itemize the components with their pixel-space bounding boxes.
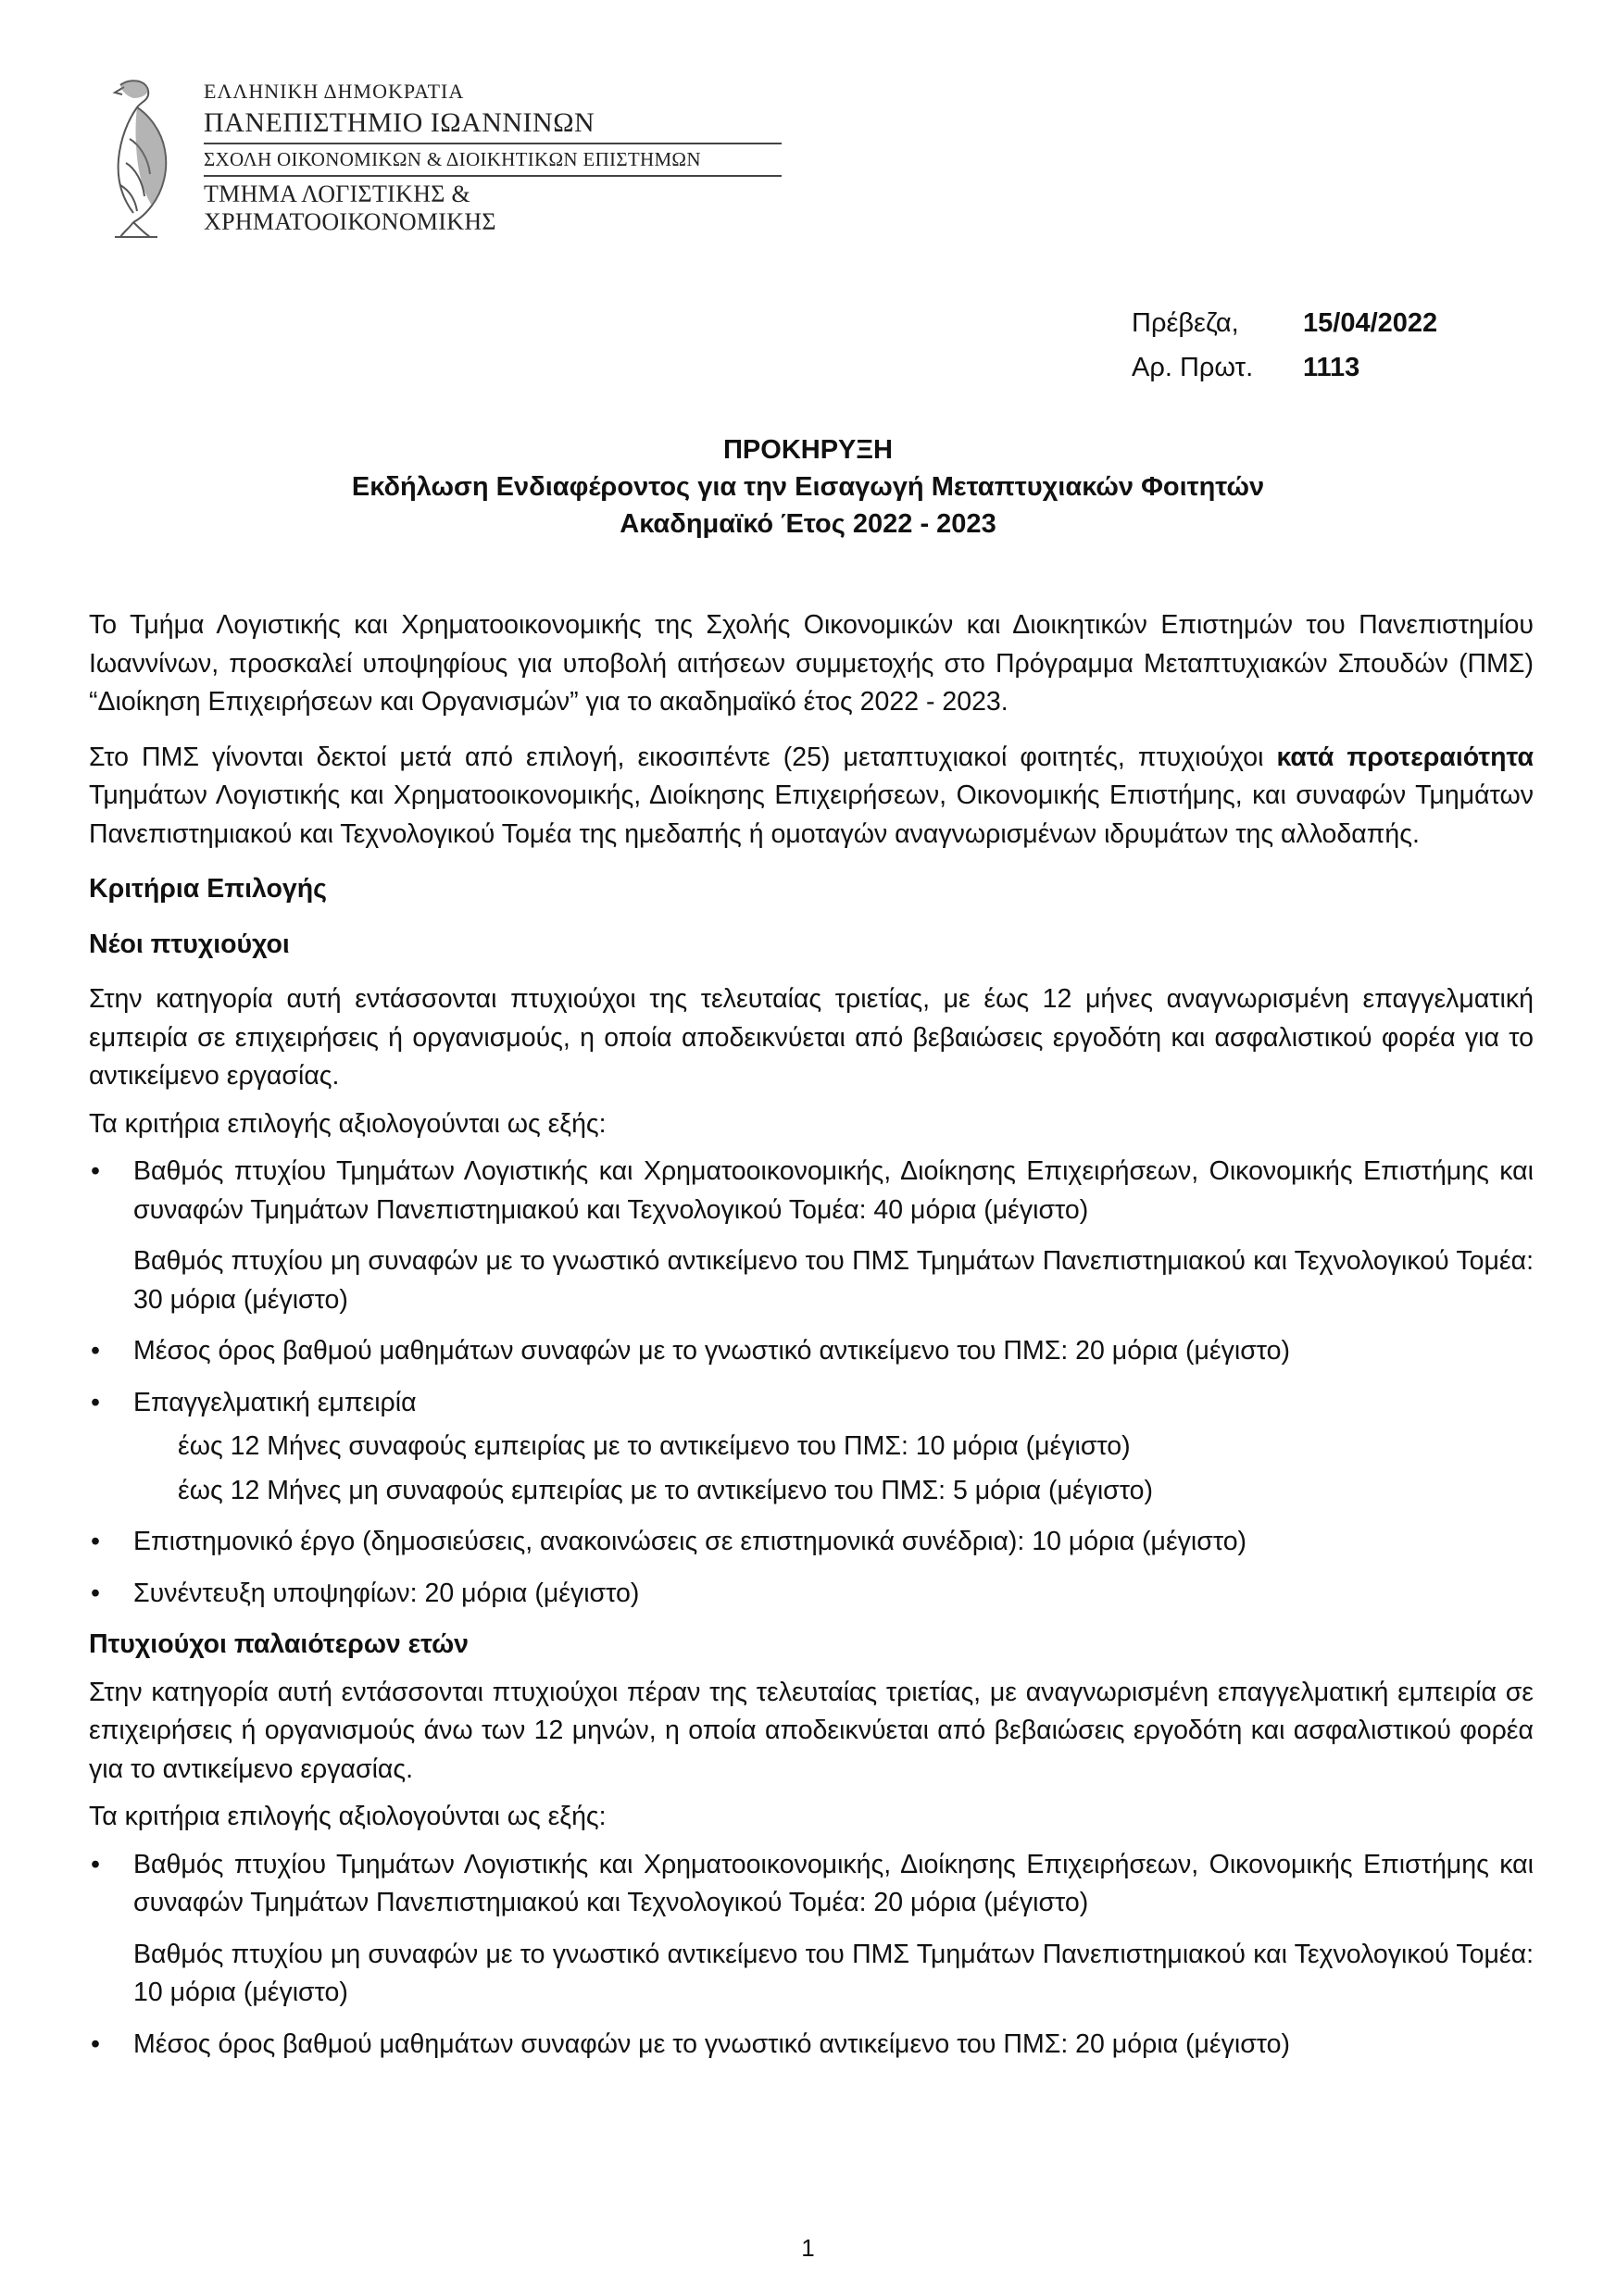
document-date: 15/04/2022 [1303, 308, 1438, 338]
page-number: 1 [801, 2234, 815, 2262]
criterion-text: Βαθμός πτυχίου Τμημάτων Λογιστικής και Χρηματοοικονομικής, Διοίκησης Επιχειρήσεων, Οικονομικής Επιστήμης και συναφών Τμημάτων Πανεπιστημιακού και Τεχνολογικού Τομέα: 20 μόρια (μέγιστο) [133, 1849, 1534, 1917]
bullet-icon: • [91, 2028, 100, 2059]
priority-emphasis: κατά προτεραιότητα [1276, 742, 1534, 772]
bullet-icon: • [91, 1387, 100, 1417]
header-divider [204, 175, 782, 177]
header-divider [204, 143, 782, 144]
criterion-text: Βαθμός πτυχίου Τμημάτων Λογιστικής και Χρηματοοικονομικής, Διοίκησης Επιχειρήσεων, Οικονομικής Επιστήμης και συναφών Τμημάτων Πανεπιστημιακού και Τεχνολογικού Τομέα: 40 μόρια (μέγιστο) [133, 1156, 1534, 1225]
criterion-text: Συνέντευξη υποψηφίων: 20 μόρια (μέγιστο) [133, 1578, 640, 1608]
criterion-text: Επαγγελματική εμπειρία [133, 1387, 417, 1417]
list-item [89, 1384, 1534, 1423]
protocol-number: 1113 [1303, 353, 1360, 382]
criterion-text: Μέσος όρος βαθμού μαθημάτων συναφών με το γνωστικό αντικείμενο του ΠΜΣ: 20 μόρια (μέγιστο) [133, 1336, 1290, 1366]
academic-year: Ακαδημαϊκό Έτος 2022 - 2023 [620, 509, 996, 539]
new-graduates-description: Στην κατηγορία αυτή εντάσσονται πτυχιούχοι της τελευταίας τριετίας, με έως 12 μήνες αναγνωρισμένη επαγγελματική εμπειρία σε επιχειρήσεις ή οργανισμούς, η οποία αποδεικνύεται από βεβαιώσεις εργοδότη και ασφαλιστικού φορέα για το αντικείμενο εργασίας. [89, 984, 1534, 1091]
department-name-line1: ΤΜΗΜΑ ΛΟΓΙΣΤΙΚΗΣ & [204, 181, 471, 207]
letterhead-text [204, 80, 782, 236]
letterhead [93, 65, 796, 250]
announcement-title [0, 431, 1616, 543]
admission-paragraph [89, 739, 1534, 855]
criterion-text: Μέσος όρος βαθμού μαθημάτων συναφών με το γνωστικό αντικείμενο του ΠΜΣ: 20 μόρια (μέγιστο) [133, 2028, 1290, 2059]
criteria-intro: Τα κριτήρια επιλογής αξιολογούνται ως εξής: [89, 1802, 607, 1831]
bullet-icon: • [91, 1336, 100, 1366]
list-item [89, 1523, 1534, 1562]
list-item [89, 2026, 1534, 2065]
new-graduates-heading: Νέοι πτυχιούχοι [89, 929, 290, 959]
bullet-icon: • [91, 1156, 100, 1186]
older-graduates-criteria-list [89, 1846, 1534, 2065]
list-item-sub: έως 12 Μήνες μη συναφούς εμπειρίας με το αντικείμενο του ΠΜΣ: 5 μόρια (μέγιστο) [178, 1475, 1153, 1505]
eagle-emblem-icon [93, 74, 194, 241]
bullet-icon: • [91, 1527, 100, 1556]
bullet-icon: • [91, 1849, 100, 1879]
page-title: ΠΡΟΚΗΡΥΞΗ [722, 435, 894, 465]
list-item-sub: Βαθμός πτυχίου μη συναφών με το γνωστικό αντικείμενο του ΠΜΣ Τμημάτων Πανεπιστημιακού και Τεχνολογικού Τομέα: 10 μόρια (μέγιστο) [133, 1939, 1534, 2007]
protocol-label: Αρ. Πρωτ. [1132, 353, 1254, 382]
list-item [89, 1575, 1534, 1614]
university-name: ΠΑΝΕΠΙΣΤΗΜΙΟ ΙΩΑΝΝΙΝΩΝ [204, 107, 595, 138]
list-item-sub: έως 12 Μήνες συναφούς εμπειρίας με το αντικείμενο του ΠΜΣ: 10 μόρια (μέγιστο) [178, 1431, 1131, 1461]
criteria-intro: Τα κριτήρια επιλογής αξιολογούνται ως εξής: [89, 1108, 607, 1139]
older-graduates-description: Στην κατηγορία αυτή εντάσσονται πτυχιούχοι πέραν της τελευταίας τριετίας, με αναγνωρισμένη επαγγελματική εμπειρία σε επιχειρήσεις ή οργανισμούς άνω των 12 μηνών, η οποία αποδεικνύεται από βεβαιώσεις εργοδότη και ασφαλιστικού φορέα για το αντικείμενο εργασίας. [89, 1677, 1534, 1784]
list-item-sub: Βαθμός πτυχίου μη συναφών με το γνωστικό αντικείμενο του ΠΜΣ Τμημάτων Πανεπιστημιακού και Τεχνολογικού Τομέα: 30 μόρια (μέγιστο) [133, 1246, 1534, 1315]
intro-paragraph: Το Τμήμα Λογιστικής και Χρηματοοικονομικής της Σχολής Οικονομικών και Διοικητικών Επιστημών του Πανεπιστημίου Ιωαννίνων, προσκαλεί υποψηφίους για υποβολή αιτήσεων συμμετοχής στο Πρόγραμμα Μεταπτυχιακών Σπουδών (ΠΜΣ) “Διοίκηση Επιχειρήσεων και Οργανισμών” για το ακαδημαϊκό έτος 2022 - 2023. [89, 610, 1534, 717]
bullet-icon: • [91, 1578, 100, 1608]
older-graduates-heading: Πτυχιούχοι παλαιότερων ετών [89, 1629, 470, 1659]
new-graduates-criteria-list [89, 1153, 1534, 1613]
criteria-heading: Κριτήρια Επιλογής [89, 874, 327, 904]
republic-name: ΕΛΛΗΝΙΚΗ ΔΗΜΟΚΡΑΤΙΑ [204, 80, 465, 103]
list-item [89, 1153, 1534, 1229]
school-name: ΣΧΟΛΗ ΟΙΚΟΝΟΜΙΚΩΝ & ΔΙΟΙΚΗΤΙΚΩΝ ΕΠΙΣΤΗΜΩΝ [204, 148, 701, 170]
document-body [89, 606, 1534, 2077]
admission-text-cont: Τμημάτων Λογιστικής και Χρηματοοικονομικής, Διοίκησης Επιχειρήσεων, Οικονομικής Επιστήμης, και συναφών Τμημάτων Πανεπιστημιακού και Τεχνολογικού Τομέα της ημεδαπής ή ομοταγών αναγνωρισμένων ιδρυμάτων της αλλοδαπής. [89, 780, 1534, 849]
department-name-line2: ΧΡΗΜΑΤΟΟΙΚΟΝΟΜΙΚΗΣ [204, 208, 496, 235]
criterion-text: Επιστημονικό έργο (δημοσιεύσεις, ανακοινώσεις σε επιστημονικά συνέδρια): 10 μόρια (μέγιστο) [133, 1527, 1247, 1556]
admission-text: Στο ΠΜΣ γίνονται δεκτοί μετά από επιλογή, εικοσιπέντε (25) μεταπτυχιακοί φοιτητές, πτυχιούχοι [89, 742, 1277, 772]
list-item [89, 1846, 1534, 1923]
place-label: Πρέβεζα, [1132, 308, 1239, 338]
document-meta [1132, 301, 1437, 390]
list-item [89, 1332, 1534, 1371]
page-subtitle: Εκδήλωση Ενδιαφέροντος για την Εισαγωγή Μεταπτυχιακών Φοιτητών [351, 472, 1265, 502]
